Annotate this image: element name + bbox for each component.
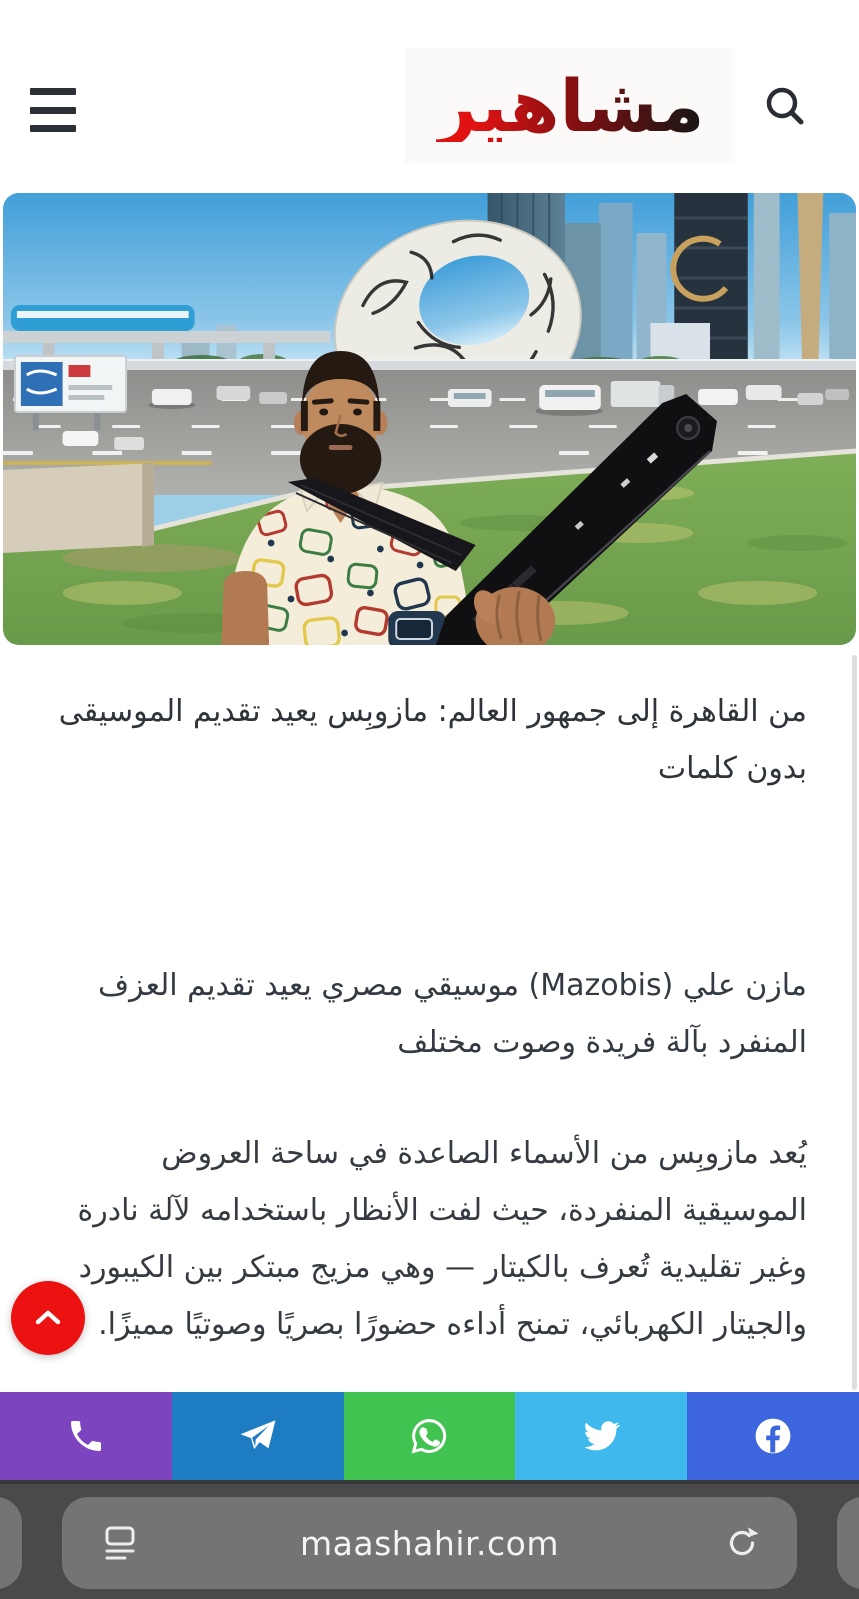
hero-illustration	[3, 193, 856, 645]
chevron-up-icon	[11, 1281, 85, 1355]
share-bar	[0, 1392, 859, 1480]
reader-view-icon	[98, 1521, 142, 1565]
article-body	[0, 645, 859, 1392]
url-text: maashahir.com	[299, 1523, 559, 1563]
facebook-icon	[751, 1414, 795, 1458]
reload-button[interactable]	[721, 1522, 763, 1564]
share-twitter-button[interactable]	[515, 1392, 687, 1480]
scroll-to-top-button[interactable]	[11, 1281, 85, 1355]
search-button[interactable]	[763, 84, 807, 128]
address-bar[interactable]	[62, 1497, 797, 1589]
share-telegram-button[interactable]	[172, 1392, 344, 1480]
browser-bottom-bar	[0, 1480, 859, 1599]
page-scrollbar[interactable]	[852, 655, 857, 1390]
search-icon	[763, 84, 807, 128]
article-headline: من القاهرة إلى جمهور العالم: مازوبِس يعيد تقديم الموسيقى بدون كلمات	[58, 694, 807, 786]
article-paragraph: يُعد مازوبِس من الأسماء الصاعدة في ساحة العروض الموسيقية المنفردة، حيث لفت الأنظار باستخدامه لآلة نادرة وغير تقليدية تُعرف بالكيتار — وهي مزيج مبتكر بين الكيبورد والجيتار الكهربائي، تمنح أداءه حضورًا بصريًا وصوتيًا مميزًا.	[77, 1136, 807, 1342]
reload-icon	[721, 1522, 763, 1564]
adjacent-tab-left[interactable]	[0, 1497, 22, 1589]
share-phone-button[interactable]	[0, 1392, 172, 1480]
telegram-icon	[237, 1415, 279, 1457]
site-logo-box[interactable]	[405, 48, 735, 164]
whatsapp-icon	[408, 1415, 450, 1457]
reader-view-button[interactable]	[98, 1521, 142, 1565]
hamburger-icon	[30, 88, 76, 95]
article-subheadline: مازن علي (Mazobis) موسيقي مصري يعيد تقديم العزف المنفرد بآلة فريدة وصوت مختلف	[98, 968, 807, 1060]
hamburger-icon	[30, 125, 76, 132]
hamburger-icon	[30, 107, 76, 114]
share-whatsapp-button[interactable]	[344, 1392, 516, 1480]
site-logo: مشاهير	[435, 64, 705, 148]
menu-button[interactable]	[30, 88, 76, 132]
site-header	[0, 0, 859, 193]
share-facebook-button[interactable]	[687, 1392, 859, 1480]
article-hero-image	[3, 193, 856, 645]
twitter-icon	[579, 1414, 623, 1458]
phone-icon	[66, 1416, 106, 1456]
adjacent-tab-right[interactable]	[837, 1497, 859, 1589]
